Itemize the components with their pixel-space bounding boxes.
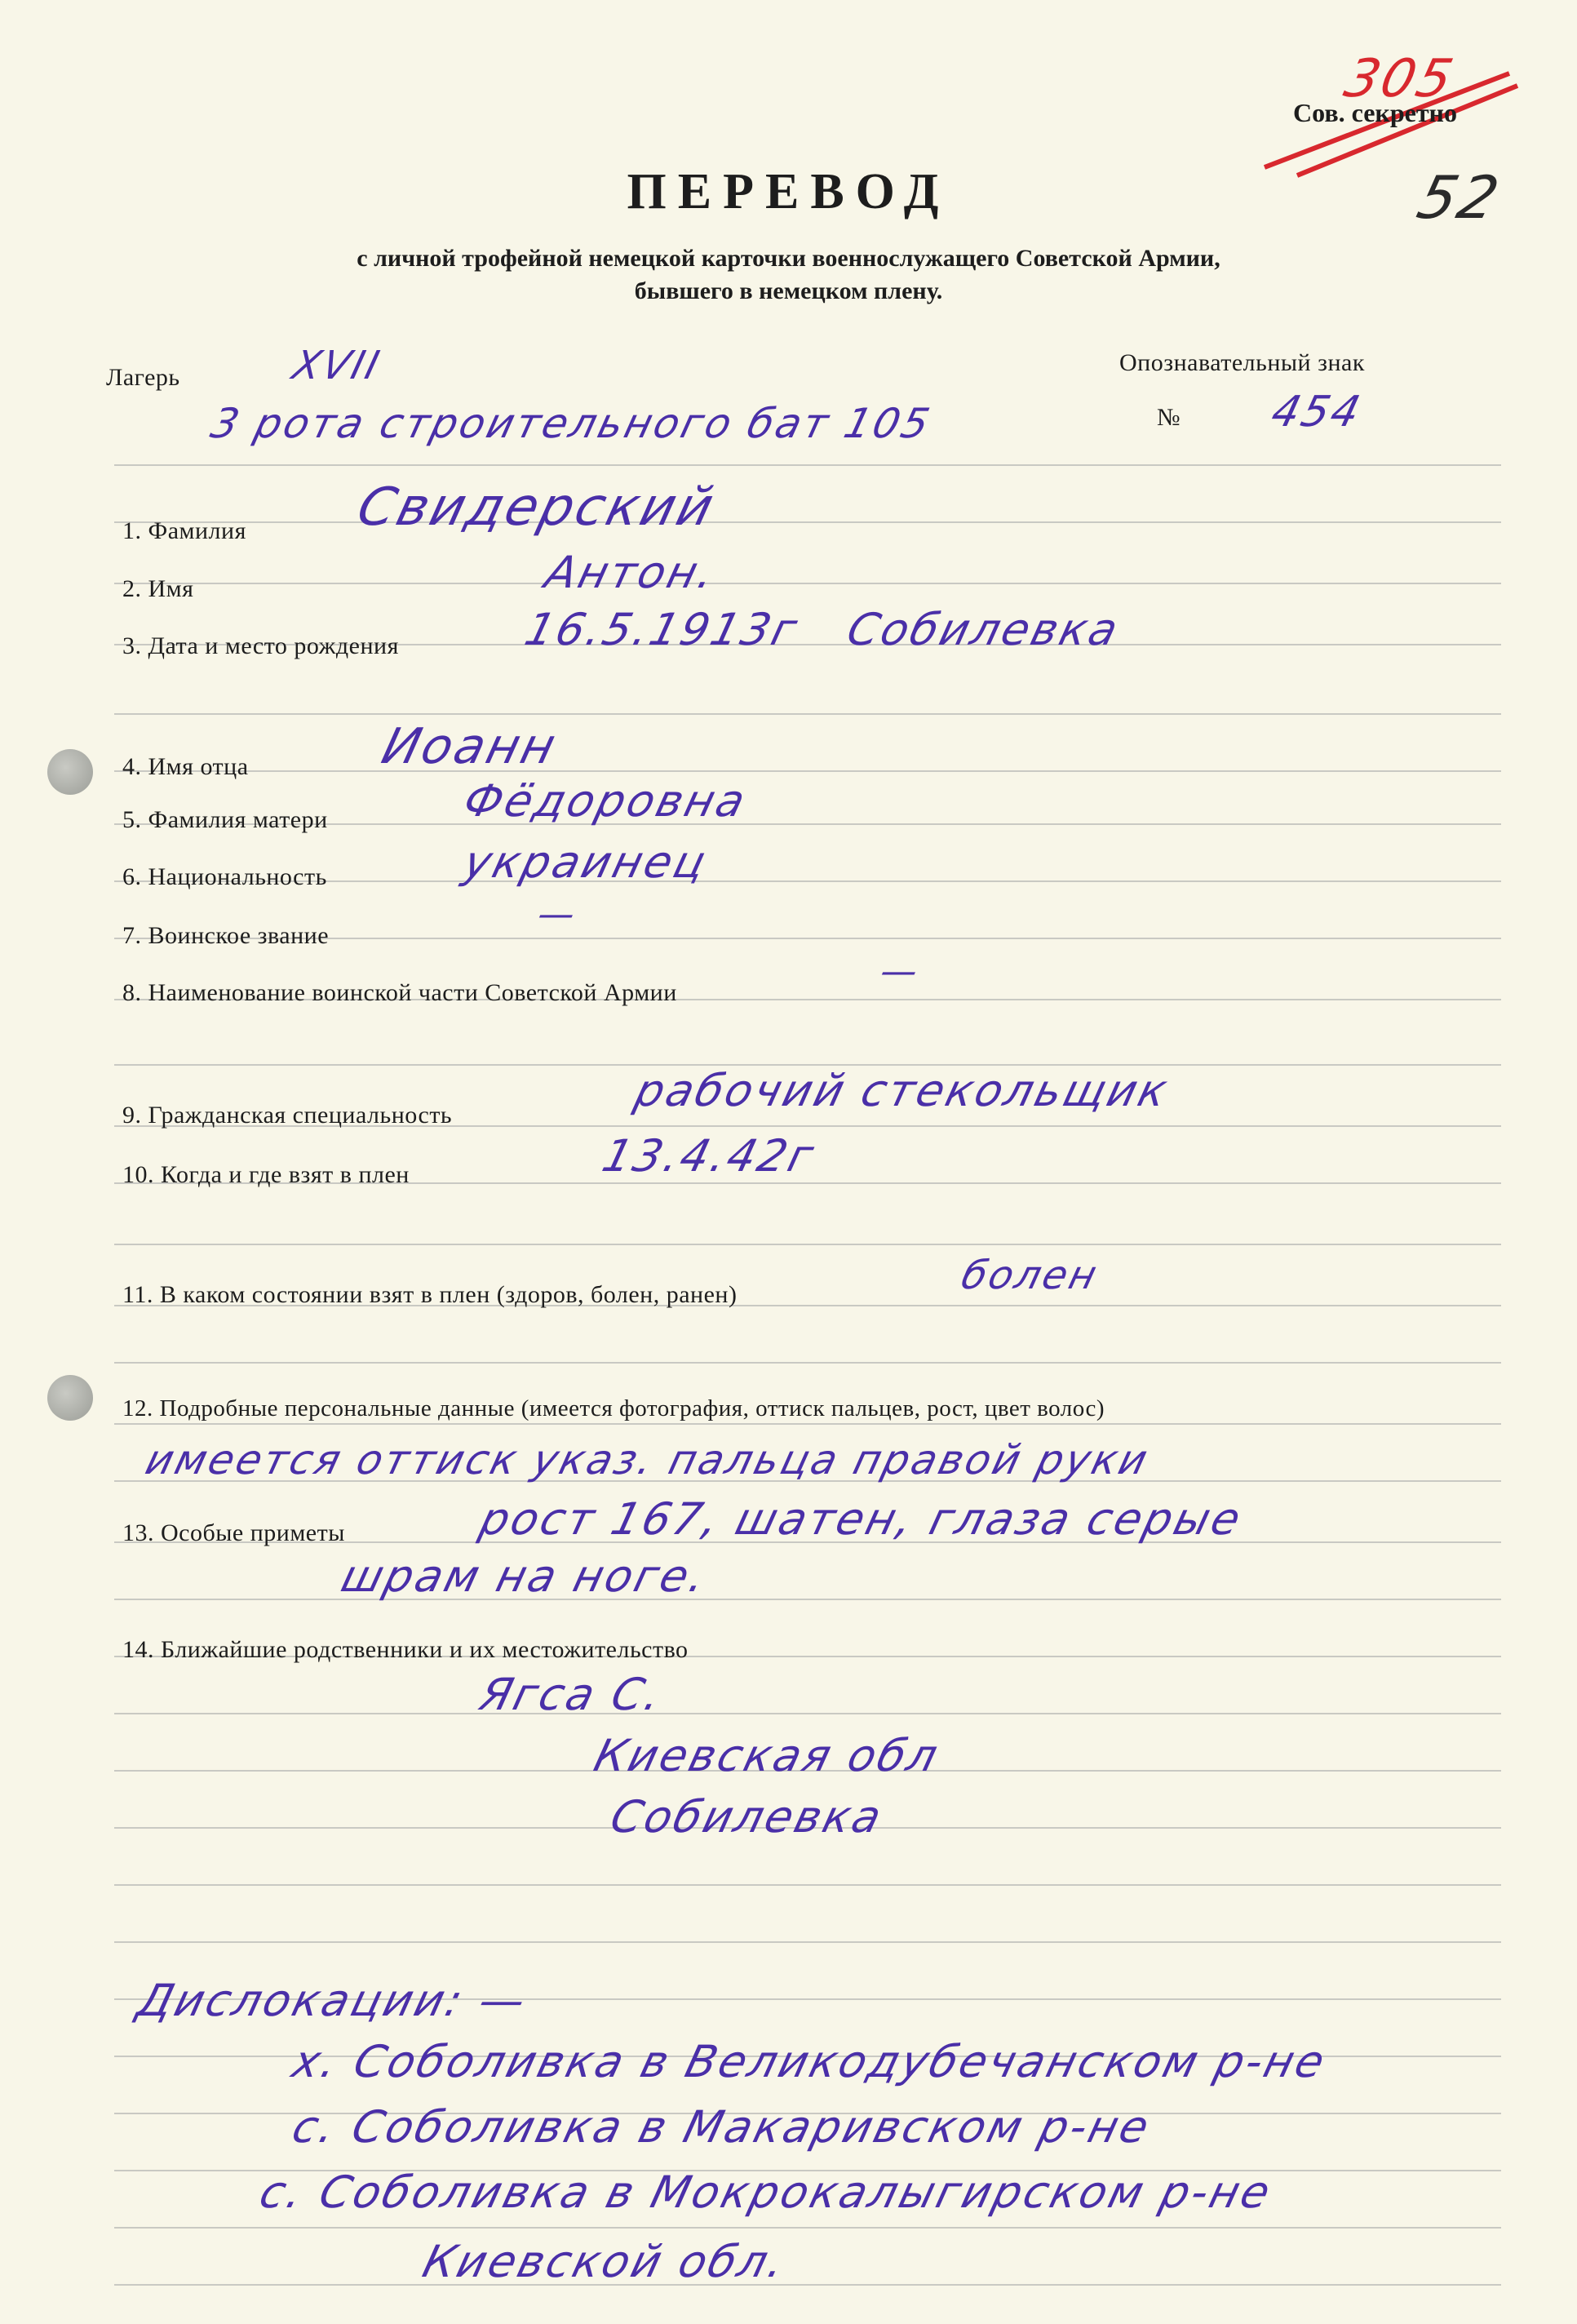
notes-heading: Дислокации: — — [132, 1975, 534, 2026]
id-mark-label: Опознавательный знак — [1119, 349, 1365, 376]
field-value-14: Ягса С. — [475, 1669, 669, 1720]
field-value-3b: Собилевка — [842, 604, 1126, 655]
subtitle-line2: бывшего в немецком плену. — [634, 277, 943, 304]
field-value-13b: шрам на ноге. — [336, 1550, 714, 1602]
punch-hole-bottom — [47, 1375, 93, 1421]
field-label-6: 6. Национальность — [122, 863, 327, 890]
field-value-7: — — [533, 894, 583, 935]
camp-line2: 3 рота строительного бат 105 — [206, 400, 937, 447]
field-value-14b: Киевская обл — [589, 1730, 946, 1781]
field-label-9: 9. Гражданская специальность — [122, 1102, 453, 1129]
crossed-stamp-number: 305 — [1338, 49, 1461, 109]
field-label-4: 4. Имя отца — [122, 753, 249, 780]
punch-hole-top — [47, 749, 93, 795]
document-title: ПЕРЕВОД — [627, 164, 950, 220]
field-label-14: 14. Ближайшие родственники и их местожительство — [122, 1636, 689, 1663]
field-label-5: 5. Фамилия матери — [122, 806, 328, 833]
field-value-13: рост 167, шатен, глаза серые — [475, 1493, 1248, 1545]
field-value-2: Антон. — [540, 547, 723, 598]
field-value-10: 13.4.42г — [597, 1130, 822, 1182]
notes-line-2: с. Соболивка в Макаривском р-не — [287, 2101, 1157, 2153]
field-label-13: 13. Особые приметы — [122, 1519, 345, 1546]
field-value-4: Иоанн — [376, 718, 564, 775]
notes-line-3: с. Соболивка в Мокрокалыгирском р-не — [255, 2167, 1278, 2218]
id-mark-no-label: № — [1157, 404, 1181, 431]
subtitle-line1: с личной трофейной немецкой карточки военнослужащего Советской Армии, — [357, 245, 1220, 272]
field-value-12: имеется оттиск указ. пальца правой руки — [140, 1436, 1155, 1484]
notes-line-1: х. Соболивка в Великодубечанском р-не — [287, 2036, 1332, 2087]
field-label-1: 1. Фамилия — [122, 517, 246, 544]
camp-label: Лагерь — [106, 364, 180, 391]
secrecy-stamp: Сов. секретно — [1293, 98, 1457, 127]
field-value-1: Свидерский — [351, 477, 722, 538]
field-label-8: 8. Наименование воинской части Советской Армии — [122, 979, 677, 1006]
notes-line-4: Киевской обл. — [418, 2236, 792, 2287]
field-value-5: Фёдоровна — [458, 775, 753, 827]
field-value-9: рабочий стекольщик — [630, 1065, 1175, 1116]
id-mark-value: 454 — [1266, 388, 1367, 437]
field-label-2: 2. Имя — [122, 575, 194, 602]
field-value-6: украинец — [458, 836, 714, 888]
field-label-10: 10. Когда и где взят в плен — [122, 1161, 410, 1188]
field-label-12: 12. Подробные персональные данные (имеется фотография, оттиск пальцев, рост, цвет волос) — [122, 1395, 1105, 1421]
camp-value: XVII — [288, 343, 387, 388]
field-value-11: болен — [957, 1253, 1104, 1298]
field-value-14c: Собилевка — [605, 1791, 889, 1843]
field-value-8: — — [875, 951, 925, 992]
page-number: 52 — [1411, 163, 1508, 232]
field-label-11: 11. В каком состоянии взят в плен (здоров, болен, ранен) — [122, 1281, 738, 1308]
field-value-3: 16.5.1913г — [520, 604, 805, 655]
field-label-3: 3. Дата и место рождения — [122, 632, 399, 659]
field-label-7: 7. Воинское звание — [122, 922, 330, 949]
